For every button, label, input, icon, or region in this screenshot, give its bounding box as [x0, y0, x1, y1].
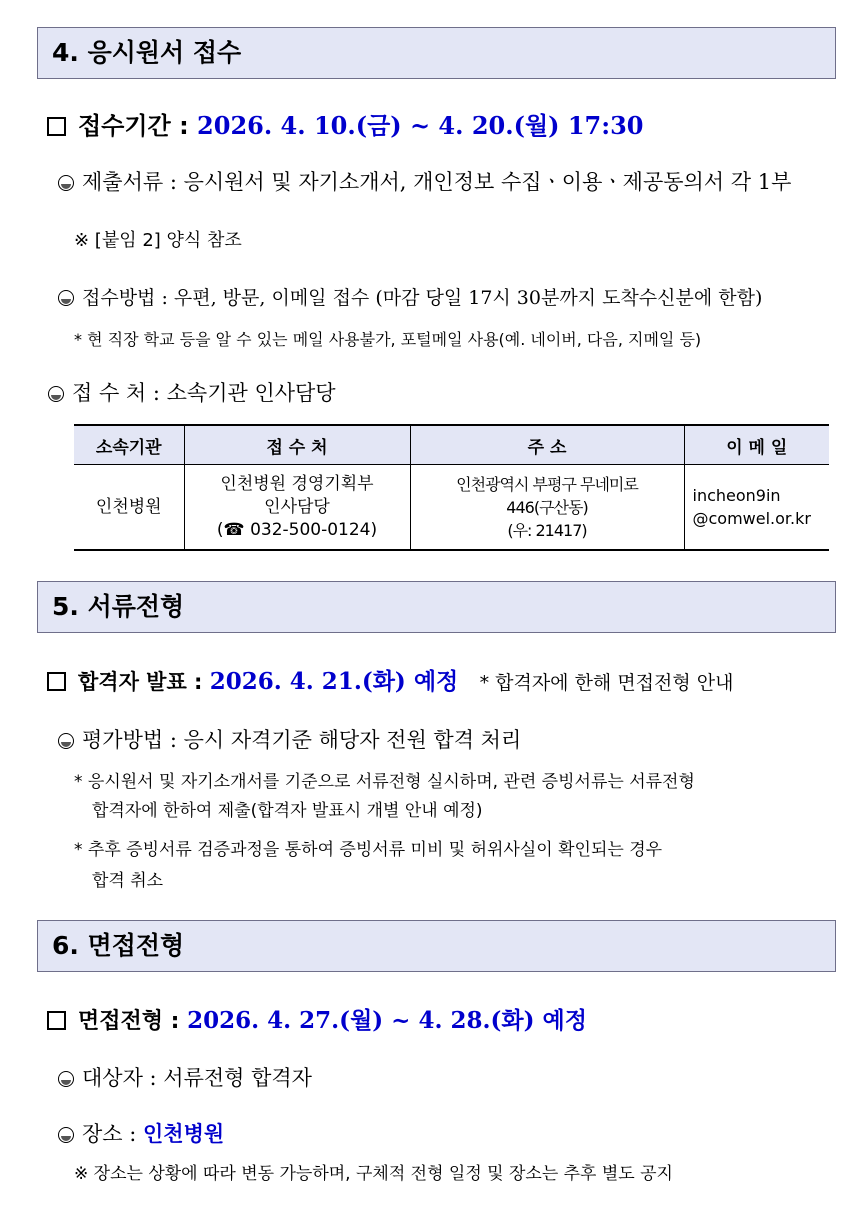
email-line1: incheon9in: [692, 486, 781, 505]
documents-note: ※ [붙임 2] 양식 참조: [74, 230, 242, 251]
circle-bullet-icon: [58, 1071, 74, 1087]
table-header-org: 소속기관: [74, 425, 184, 465]
table-row: [74, 465, 829, 551]
reception-table: [74, 424, 829, 551]
email-line2: @comwel.or.kr: [692, 509, 811, 528]
table-header-dept: 접 수 처: [184, 425, 410, 465]
addr-line2: 446(구산동): [506, 497, 588, 517]
table-cell-email: [684, 465, 829, 551]
addr-zip: (우: 21417): [507, 520, 587, 540]
dept-phone: (☎ 032-500-0124): [216, 519, 378, 540]
table-cell-dept: [184, 465, 410, 551]
evaluation-text: 평가방법 : 응시 자격기준 해당자 전원 합격 처리: [82, 728, 522, 752]
circle-bullet-icon: [58, 290, 74, 306]
method-note: * 현 직장 학교 등을 알 수 있는 메일 사용불가, 포털메일 사용(예. 네이버, 다음, 지메일 등): [74, 330, 702, 349]
target-line: [58, 1064, 312, 1092]
documents-text: 제출서류 : 응시원서 및 자기소개서, 개인정보 수집ㆍ이용ㆍ제공동의서 각 1부: [82, 170, 792, 194]
checkbox-icon: [47, 1011, 66, 1030]
interview-value: 2026. 4. 27.(월) ~ 4. 28.(화) 예정: [187, 1007, 587, 1034]
note1-line2: 합격자에 한하여 제출(합격자 발표시 개별 안내 예정): [92, 801, 483, 821]
documents-line: [58, 168, 791, 196]
section-header-5: 5. 서류전형: [37, 581, 836, 633]
interview-period: [47, 1006, 587, 1037]
checkbox-icon: [47, 117, 66, 136]
table-header-row: [74, 425, 829, 465]
table-header-address: 주 소: [410, 425, 684, 465]
dept-line2: 인사담당: [264, 496, 330, 517]
circle-bullet-icon: [48, 386, 64, 402]
announcement-label: 합격자 발표 :: [78, 670, 210, 694]
method-line: [58, 284, 762, 312]
checkbox-icon: [47, 672, 66, 691]
reception-period-label: 접수기간 :: [78, 112, 198, 140]
circle-bullet-icon: [58, 733, 74, 749]
interview-place-label: 장소 :: [82, 1122, 143, 1146]
section-header-6: 6. 면접전형: [37, 920, 836, 972]
reception-period-value: 2026. 4. 10.(금) ~ 4. 20.(월) 17:30: [197, 111, 644, 140]
note2-line2: 합격 취소: [92, 871, 164, 891]
circle-bullet-icon: [58, 175, 74, 191]
method-text: 접수방법 : 우편, 방문, 이메일 접수 (마감 당일 17시 30분까지 도착수신분에 한함): [82, 287, 763, 309]
interview-place-note: ※ 장소는 상황에 따라 변동 가능하며, 구체적 전형 일정 및 장소는 추후 별도 공지: [74, 1164, 673, 1184]
table-cell-address: [410, 465, 684, 551]
circle-bullet-icon: [58, 1127, 74, 1143]
section-header-4: 4. 응시원서 접수: [37, 27, 836, 79]
announcement-value: 2026. 4. 21.(화) 예정: [209, 668, 459, 695]
interview-label: 면접전형 :: [78, 1009, 188, 1034]
announcement: [47, 667, 734, 698]
interview-place-value: 인천병원: [143, 1122, 225, 1146]
place-line: [48, 379, 336, 407]
target-text: 대상자 : 서류전형 합격자: [82, 1066, 312, 1090]
dept-line1: 인천병원 경영기획부: [220, 473, 374, 494]
place-text: 접 수 처 : 소속기관 인사담당: [72, 381, 336, 405]
reception-period: [47, 111, 644, 141]
note1-line1: * 응시원서 및 자기소개서를 기준으로 서류전형 실시하며, 관련 증빙서류는 서류전형: [74, 772, 695, 792]
table-cell-org: 인천병원: [74, 465, 184, 551]
table-header-email: 이 메 일: [684, 425, 829, 465]
announcement-note: * 합격자에 한해 면접전형 안내: [479, 672, 734, 694]
addr-line1: 인천광역시 부평구 무네미로: [456, 474, 638, 494]
note2-line1: * 추후 증빙서류 검증과정을 통하여 증빙서류 미비 및 허위사실이 확인되는 경우: [74, 840, 663, 860]
interview-place-line: [58, 1120, 224, 1148]
evaluation-line: [58, 726, 521, 754]
